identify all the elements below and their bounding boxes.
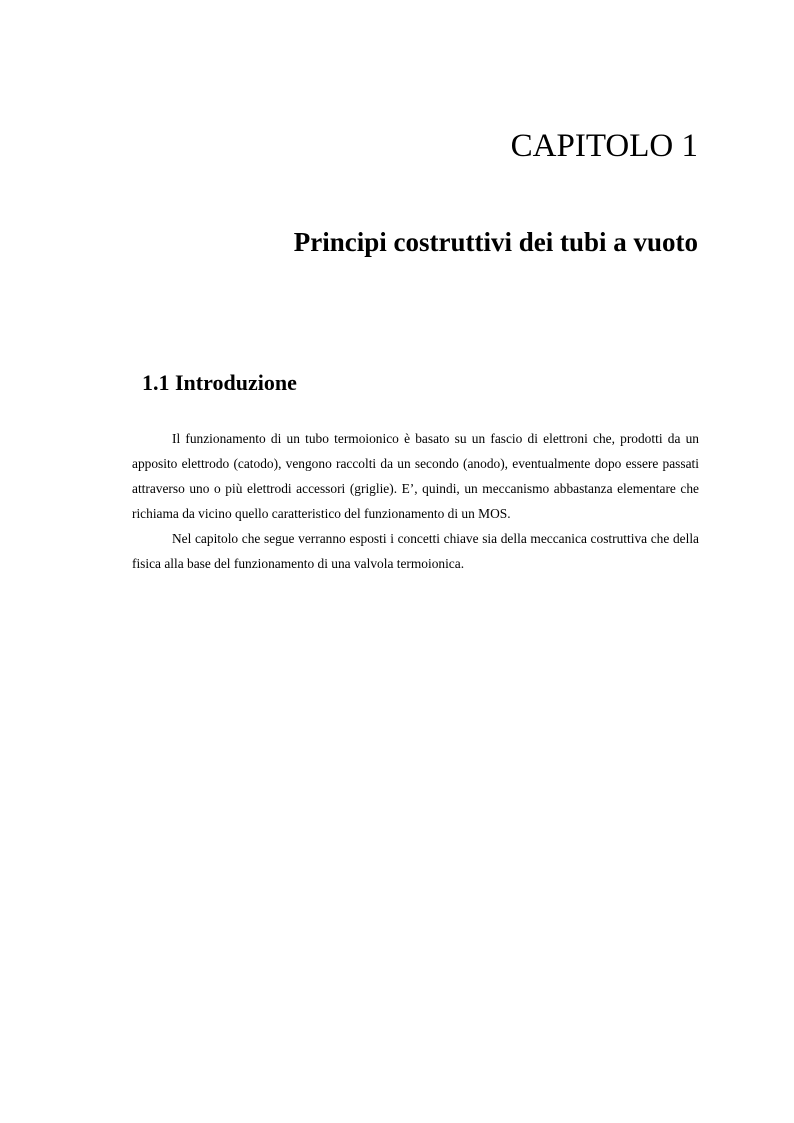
chapter-title: Principi costruttivi dei tubi a vuoto: [293, 227, 698, 257]
paragraph: Nel capitolo che segue verranno esposti i concetti chiave sia della meccanica costruttiva che della fisica alla base del funzionamento di una valvola termoionica.: [132, 531, 699, 571]
section-heading: 1.1 Introduzione: [142, 370, 297, 395]
section-body: [132, 426, 699, 576]
paragraph: Il funzionamento di un tubo termoionico è basato su un fascio di elettroni che, prodotti da un apposito elettrodo (catodo), vengono raccolti da un secondo (anodo), eventualmente dopo essere passati attraverso uno o più elettrodi accessori (griglie). E’, quindi, un meccanismo abbastanza elementare che richiama da vicino quello caratteristico del funzionamento di un MOS.: [132, 431, 699, 521]
chapter-label: CAPITOLO 1: [510, 128, 698, 164]
